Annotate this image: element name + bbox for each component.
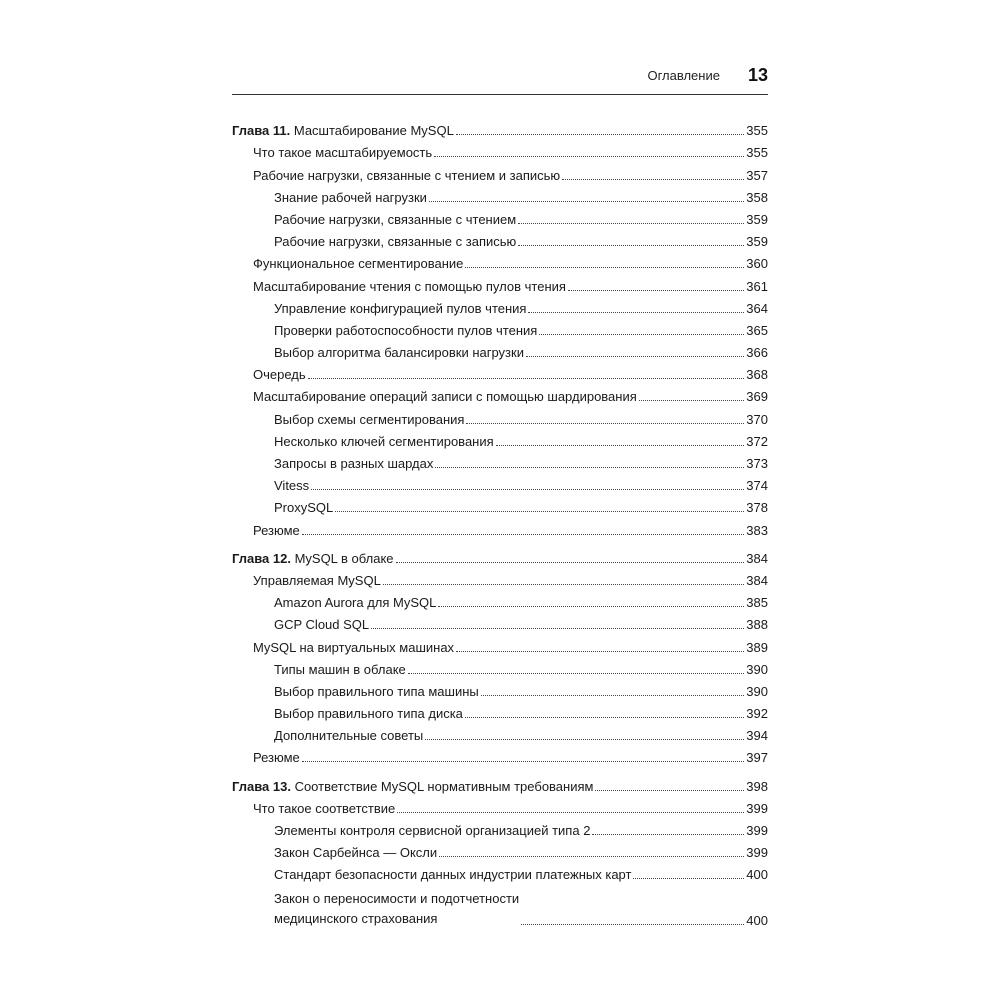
chapter-13-heading (232, 779, 593, 795)
leader-dots (595, 790, 744, 791)
toc-chapter-13[interactable] (232, 772, 768, 794)
toc-entry-label: Резюме (253, 750, 300, 766)
toc-entry-label: Рабочие нагрузки, связанные с чтением и записью (253, 167, 561, 183)
leader-dots (429, 201, 744, 202)
toc-subentry[interactable] (232, 839, 768, 861)
toc-entry-label: Стандарт безопасности данных индустрии платежных карт (274, 867, 632, 883)
leader-dots (466, 423, 744, 424)
toc-entry-label: MySQL на виртуальных машинах (253, 639, 455, 655)
chapter-13-page: 398 (746, 778, 768, 794)
toc-entry-page: 355 (746, 145, 768, 161)
toc-subentry[interactable] (232, 206, 768, 228)
chapter-12-page: 384 (746, 550, 768, 566)
toc-entry-label: Проверки работоспособности пулов чтения (274, 322, 538, 338)
toc-entry-label: Vitess (274, 478, 310, 494)
leader-dots (481, 695, 745, 696)
toc-entry-label: Масштабирование чтения с помощью пулов чтения (253, 278, 566, 294)
chapter-12-number: Глава 12. (232, 550, 291, 566)
toc-entry-label: Типы машин в облаке (274, 661, 406, 677)
toc-subentry[interactable] (232, 678, 768, 700)
leader-dots (311, 489, 744, 490)
toc-entry-label-line-1: Закон о переносимости и подотчетности (274, 891, 520, 907)
toc-entry-page: 394 (746, 728, 768, 744)
toc-entry[interactable] (232, 250, 768, 272)
leader-dots (335, 511, 744, 512)
toc-entry-page: 358 (746, 189, 768, 205)
leader-dots (456, 651, 744, 652)
toc-subentry[interactable] (232, 295, 768, 317)
toc-subentry[interactable] (232, 722, 768, 744)
chapter-12-heading (232, 551, 394, 567)
toc-subentry[interactable] (232, 184, 768, 206)
toc-subentry[interactable] (232, 450, 768, 472)
chapter-11-heading (232, 123, 454, 139)
toc-entry-page: 383 (746, 522, 768, 538)
toc-entry-page: 364 (746, 300, 768, 316)
toc-entry-label: GCP Cloud SQL (274, 617, 370, 633)
toc-entry-label: Несколько ключей сегментирования (274, 433, 494, 449)
toc-chapter-11[interactable] (232, 117, 768, 139)
header-rule (232, 94, 768, 95)
chapter-11-page: 355 (746, 123, 768, 139)
chapter-13-title: Соответствие MySQL нормативным требованиям (290, 778, 594, 794)
leader-dots (408, 673, 745, 674)
toc-entry-label: Запросы в разных шардах (274, 456, 434, 471)
chapter-11-block (232, 117, 768, 539)
chapter-11-number: Глава 11. (232, 123, 291, 139)
leader-dots (465, 267, 744, 268)
toc-chapter-12[interactable] (232, 545, 768, 567)
leader-dots (526, 356, 744, 357)
toc-entry-label: Amazon Aurora для MySQL (274, 595, 437, 611)
toc-entry[interactable] (232, 361, 768, 383)
toc-entry-label: Управляемая MySQL (253, 572, 381, 588)
toc-subentry[interactable] (232, 883, 768, 929)
toc-entry-page: 366 (746, 345, 768, 361)
toc-subentry[interactable] (232, 611, 768, 633)
toc-entry-label: Что такое масштабируемость (253, 145, 433, 161)
toc-entry-page: 397 (746, 750, 768, 766)
toc-entry[interactable] (232, 272, 768, 294)
leader-dots (518, 245, 744, 246)
toc-entry-page: 360 (746, 256, 768, 272)
toc-entry-label: Резюме (253, 522, 300, 538)
toc-entry[interactable] (232, 567, 768, 589)
toc-entry-label: Выбор схемы сегментирования (274, 411, 465, 427)
toc-entry-page: 390 (746, 661, 768, 677)
leader-dots (633, 878, 744, 879)
toc-entry-label: Выбор алгоритма балансировки нагрузки (274, 345, 524, 361)
leader-dots (562, 179, 744, 180)
toc-subentry[interactable] (232, 317, 768, 339)
toc-entry-label-line-2: медицинского страхования (274, 911, 438, 927)
leader-dots (434, 156, 744, 157)
chapter-12-title: MySQL в облаке (290, 550, 394, 566)
toc-subentry[interactable] (232, 472, 768, 494)
leader-dots (397, 812, 744, 813)
toc-entry-page: 400 (746, 913, 768, 929)
leader-dots (439, 856, 744, 857)
leader-dots (371, 628, 744, 629)
toc-entry[interactable] (232, 633, 768, 655)
leader-dots (518, 223, 744, 224)
leader-dots (302, 534, 745, 535)
leader-dots (496, 445, 745, 446)
toc-entry[interactable] (232, 383, 768, 405)
leader-dots (396, 562, 745, 563)
leader-dots (435, 467, 744, 468)
toc-entry-page: 374 (746, 478, 768, 494)
leader-dots (465, 717, 744, 718)
toc-entry[interactable] (232, 744, 768, 766)
toc-entry-label: Масштабирование операций записи с помощью шардирования (253, 389, 637, 405)
leader-dots (528, 312, 744, 313)
leader-dots (302, 761, 745, 762)
toc-entry-page: 399 (746, 823, 768, 838)
toc-subentry[interactable] (232, 700, 768, 722)
running-header (232, 60, 768, 90)
toc-entry-label: Выбор правильного типа диска (274, 706, 463, 722)
toc-entry[interactable] (232, 139, 768, 161)
toc-entry-page: 385 (746, 595, 768, 611)
chapter-13-number: Глава 13. (232, 778, 291, 794)
toc-entry-label: Что такое соответствие (253, 800, 396, 816)
toc-entry-page: 400 (746, 867, 768, 883)
table-of-contents (232, 117, 768, 935)
toc-subentry[interactable] (232, 428, 768, 450)
toc-subentry[interactable] (232, 494, 768, 516)
toc-subentry[interactable] (232, 228, 768, 250)
toc-entry-label: Дополнительные советы (274, 728, 424, 744)
toc-entry-page: 359 (746, 211, 768, 227)
toc-entry-page: 372 (746, 433, 768, 449)
chapter-12-block (232, 545, 768, 767)
toc-entry-label: Рабочие нагрузки, связанные с чтением (274, 211, 517, 227)
toc-entry-page: 390 (746, 683, 768, 699)
leader-dots (568, 290, 744, 291)
leader-dots (425, 739, 744, 740)
chapter-13-block (232, 772, 768, 929)
toc-subentry[interactable] (232, 405, 768, 427)
leader-dots (539, 334, 744, 335)
toc-entry-label: Элементы контроля сервисной организацией типа 2 (274, 823, 591, 838)
leader-dots (592, 834, 744, 835)
toc-entry[interactable] (232, 795, 768, 817)
leader-dots (383, 584, 744, 585)
toc-entry-label: Очередь (253, 367, 306, 383)
leader-dots (639, 400, 745, 401)
toc-entry-page: 369 (746, 389, 768, 405)
toc-subentry[interactable] (232, 861, 768, 883)
toc-entry-label: ProxySQL (274, 500, 334, 516)
toc-entry-page: 365 (746, 322, 768, 338)
leader-dots (308, 378, 745, 379)
toc-entry-label (274, 889, 519, 929)
toc-entry-label: Выбор правильного типа машины (274, 683, 479, 699)
toc-entry-page: 373 (746, 456, 768, 471)
toc-entry[interactable] (232, 516, 768, 538)
leader-dots (438, 606, 744, 607)
toc-entry-page: 392 (746, 706, 768, 722)
toc-entry-page: 399 (746, 845, 768, 861)
toc-entry[interactable] (232, 161, 768, 183)
toc-entry-page: 370 (746, 411, 768, 427)
toc-entry-page: 359 (746, 234, 768, 250)
page-number: 13 (747, 64, 768, 85)
toc-subentry[interactable] (232, 339, 768, 361)
toc-entry-label: Функциональное сегментирование (253, 256, 464, 272)
leader-dots (456, 134, 744, 135)
toc-entry-label: Знание рабочей нагрузки (274, 189, 427, 205)
toc-subentry[interactable] (232, 589, 768, 611)
running-title: Оглавление (647, 67, 720, 83)
toc-subentry[interactable] (232, 656, 768, 678)
toc-entry-label: Закон Сарбейнса — Оксли (274, 845, 438, 861)
toc-entry-page: 357 (746, 167, 768, 183)
toc-entry-page: 361 (746, 278, 768, 294)
toc-entry-page: 384 (746, 572, 768, 588)
toc-entry-page: 368 (746, 367, 768, 383)
toc-entry-page: 389 (746, 639, 768, 655)
toc-entry-label: Управление конфигурацией пулов чтения (274, 300, 527, 316)
toc-entry-label: Рабочие нагрузки, связанные с записью (274, 234, 517, 250)
leader-dots (521, 924, 744, 925)
toc-entry-page: 399 (746, 800, 768, 816)
toc-entry-page: 378 (746, 500, 768, 516)
toc-entry-page: 388 (746, 617, 768, 633)
chapter-11-title: Масштабирование MySQL (290, 123, 454, 139)
toc-subentry[interactable] (232, 817, 768, 839)
